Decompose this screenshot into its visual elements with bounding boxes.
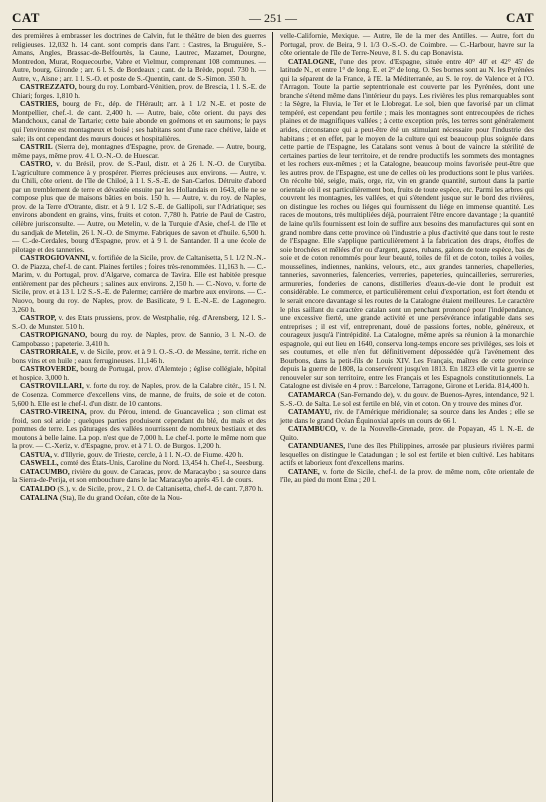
entry-text: v. des Etats prussiens, prov. de Westphalie, rég. d'Arensberg, 12 l. S.-S.-O. de Munster. 510 h. [12,313,266,331]
dictionary-entry [12,494,266,503]
dictionary-entry [280,58,534,391]
entry-headword: CASTROVILLARI, [20,381,84,391]
entry-text: prov. du Pérou, intend. de Guancavelica ; son climat est froid, son sol aride ; quelques parties produisent cependant du blé, du maïs et des pommes de terre. Les pâturages des vallées nourrissent de nombreux bestiaux et des moutons à belle laine. La pop. n'est que de 7,000 h. Le chef-l. porte le même nom que la prov. — C.-Xeriz, v. d'Espagne, prov. et à 7 l. O. de Burgos. 1,200 h. [12,407,266,451]
dictionary-entry [280,442,534,468]
dictionary-entry [280,425,534,442]
entry-headword: CASWELL, [20,458,59,468]
entry-text: bourg du roy. de Naples, prov. de Sannio, 3 l. N.-O. de Campobasso ; papeterie. 3,410 h. [12,330,266,348]
entry-text: v. forte de Sicile, chef-l. de la prov. de même nom, côte orientale de l'île, au pied du mont Etna ; 20 l. [280,466,534,485]
entry-text: rivière du gouv. de Caracas, prov. de Maracaybo ; sa source dans la Sierra-de-Perija, et son embouchure dans le lac Maracaybo après 45 l. de cours. [12,466,266,485]
dictionary-entry [12,83,266,100]
dictionary-entry [12,254,266,314]
entry-headword: CATALOGNE, [288,56,337,66]
entry-text: comté des États-Unis, Caroline du Nord. 13,454 h. Chef-l., Seesburg. [60,458,264,468]
entry-text: v. du Brésil, prov. de S.-Paul, distr. et à 26 l. N.-O. de Curytiba. L'agriculture commence à y prospérer. Pierres précieuses aux environs. — Autre, v. du Chili, côte orient. de l'île de Chiloé, à 1 l. S.-S.-E. de San-Carlos. Détruite d'abord par un tremblement de terre et dévastée ensuite par les Hollandais en 1643, elle ne se compose plus que de maisons bâties en bois. 150 h. — Autre, v. du roy. de Naples, prov. de la Terre d'Otrante, distr. et à 9 l. 1/2 S.-E. de Gallipoli, sur l'Adriatique; ses environs abondent en grains, vins, fruits et coton. 7,780 h. Patrie de Paul de Castro, célèbre jurisconsulte. — Autre, ou Metelin, v. de la Turquie d'Asie, chef-l. de l'île et du sandjak de Metelin, 26 l. N.-O. de Smyrne. Fabriques de savon et d'huile. 6,500 h. — C.-de-Cerdales, bourg d'Espagne, prov. et à 9 l. de Santander. Il a une école de pilotage et des tanneries. [12,159,266,254]
header-right-keyword: CAT [506,10,534,25]
entry-text: velle-Californie, Mexique. — Autre, île de la mer des Antilles. — Autre, fort du Portugal, prov. de Beira, 9 l. 1/3 O.-S.-O. de Coimbre. — C.-Harbour, havre sur la côte orientale de l'île de Terre-Neuve, 8 l. S. du cap Bonavista. [280,32,534,58]
column-divider [272,32,273,802]
entry-headword: CATAMBUCO, [288,424,338,434]
dictionary-entry [12,382,266,408]
right-column [274,32,534,802]
entry-text: v. forte du roy. de Naples, prov. de la Calabre citér., 15 l. N. de Cosenza. Commerce d'excellens vins, de manne, de fruits, de soie et de coton. 5,600 h. Elle est le chef-l. d'un distr. de 10 cantons. [12,381,266,408]
dictionary-entry [12,100,266,143]
entry-text: v. fortifiée de la Sicile, prov. de Caltanisetta, 5 l. 1/2 N.-N.-O. de Piazza, chef-l. de cant. Plaines fertiles ; foires très-renommées. 11,163 h. — C.-Marim, v. du Portugal, prov. d'Algarve, comarca de Tavira. Elle est habitée presque entièrement par des pêcheurs ; salines aux environs. 2,150 h. — C.-Novo, v. forte de Sicile, prov. et à 13 l. 1/2 S.-S.-E. de Palerme; carrière de marbre aux environs. — C.-Nuovo, bourg du roy. de Naples, prov. de Basilicate, 9 l. E.-N.-E. de Lagonegro. 3,260 h. [12,253,266,314]
entry-text: v. d'Illyrie, gouv. de Trieste, cercle, à 1 l. N.-O. de Fiume. 420 h. [53,449,244,459]
entry-headword: CATAMAYU, [288,407,332,417]
entry-text: l'une des îles Philippines, arrosée par plusieurs rivières parmi lesquelles on distingue le Catadungan ; le sol est fertile et bien cultivé. Les habitans actifs et laborieux font d'excellens marins. [280,441,534,468]
entry-text: (San-Fernando de), v. du gouv. de Buenos-Ayres, intendance, 92 l. S.-S.-O. de Salta. Le sol est fertile en blé, vin et coton. On y trouve des mines d'or. [280,389,534,408]
entry-headword: CATANE, [288,466,320,476]
dictionary-entry [12,331,266,348]
dictionary-entry [280,408,534,425]
dictionary-entry [12,408,266,451]
page-number: — 251 — [249,11,297,25]
entry-text: des premières à embrasser les doctrines de Calvin, fut le théâtre de bien des guerres religieuses. 12,032 h. 14 cant. sont compris dans l'arr. : Castres, la Bruguière, S.-Amans, Angles, Brassac-de-Belfourtès, la Caune, Lautrec, Mazamet, Dourgne, Montredon, Murat, Roquecourbe, Vabre et Vielmur, comprenant 108 communes. — Autre, bourg, Gironde ; arr. 6 l. S. de Bordeaux ; cant. de la Brède, popul. 730 h. — Autre, v., Aisne ; arr. 1 l. S.-O. et poste de S.-Quentin, cant. de S.-Simon. 350 h. [12,32,266,83]
entry-continuation [12,32,266,83]
entry-headword: CASTRO-VIREINA, [20,407,87,417]
dictionary-entry [12,468,266,485]
dictionary-entry [280,391,534,408]
entry-headword: CASTRIES, [20,99,59,109]
entry-text: (S.), v. de Sicile, prov., 2 l. O. de Caltanisetta, chef-l. de cant. 7,870 h. [57,483,264,493]
entry-text: l'une des prov. d'Espagne, située entre 40° 40' et 42° 45' de latitude N., et entre 1° de long. E. et 2° de long. O. Ses bornes sont au N. les Pyrénées qui la séparent de la France, à l'E. la Méditerranée, au S. le roy. de Valence et à l'O. l'Arragon. Toute la partie septentrionale est couverte par les Pyrénées, dont une branche s'étend même dans l'intérieur du pays. Les rivières les plus remarquables sont : la Sègre, la Fluvia, le Ter et le Llobregat. Le sol, bien que favorisé par un climat tempéré, est cependant peu fertile ; mais les montagnes sont entrecoupées de riches plaines et de magnifiques vallées ; à cette exception près, les terres sont généralement arides, circonstance qui a peut-être été un stimulant nécessaire pour l'industrie des habitans ; et en effet, par le moyen de la culture qui est beaucoup plus soignée dans cette partie de l'Espagne, les Catalans sont venus à bout de vaincre la stérilité de certaines parties de leur territoire, et de rendre productifs les sommets des montagnes et les rochers eux-mêmes ; et la Catalogne, beaucoup moins favorisée peut-être que les autres prov. de l'Espagne, est une de celles où les productions sont le plus variées. On récolte blé, seigle, maïs, orge, riz, vin en grande quantité, surtout dans la partie orientale où il est particulièrement bon, fruits de toute espèce, etc. Parmi les arbres qui couvrent les montagnes, les vallées, et qui s'étendent jusque sur le bord des rivières, on distingue les roches ou liéges qui fournissent du liége en immense quantité. Les races de moutons, très multipliées déjà, pourraient l'être encore davantage ; la quantité de laine qu'ils fournissent est loin de suffire aux besoins des manufactures qui sont en grand nombre dans cette province où l'industrie a plus d'activité que dans tout le reste de l'Espagne. Elle s'applique particulièrement à la fabrication des draps, étoffes de soie brochées et mêlées d'or ou d'argent, gazes, rubans, galons de toute espèce, bas de soie et de coton renommés pour leur beauté, toiles de fil et de coton, toiles à voiles, mousselines, indiennes, nankins, velours, etc., aux grandes tanneries, chapelleries, tanneries, savonneries, faïenceries, verreries, papeteries, quincailleries, serrureries, armureries, fonderies de canons, distilleries d'eaux-de-vie dont le produit est considérable. Le commerce, et particulièrement celui d'exportation, est fort étendu et le serait encore davantage si les routes de la Catalogne étaient meilleures. Le caractère le plus saillant du caractère catalan sont un penchant prononcé pour l'indépendance, une excessive fierté, une grande activité et une persévérance infatigable dans ses entreprises ; il est vif, entreprenant, doué de passions fortes, noble, généreux, et courageux jusqu'à l'intrépidité. La Catalogne, même après sa réunion à la monarchie espagnole, qui eut lieu en 1640, conserva long-temps encore ses priviléges, ses lois et ses coutumes, et elle n'en fut définitivement dépossédée qu'à l'avénement des Bourbons, dans la petit-fils de Louis XIV. Les Français, maîtres de cette province depuis la guerre de 1808, la conservèrent jusqu'en 1813. En 1823 elle vit la guerre se renouveler sur son territoire, entre les Français et les Espagnols constitutionnels. La Catalogne est divisée en 4 prov. : Barcelone, Tarragone, Girone et Lerida. 814,400 h. [280,56,534,391]
header-left-keyword: CAT [12,10,40,25]
left-column [12,32,271,802]
entry-text: bourg de Portugal, prov. d'Alemtejo ; église collégiale, hôpital et hospice. 3,000 h. [12,364,266,382]
entry-continuation [280,32,534,58]
entry-text: riv. de l'Amérique méridionale; sa source dans les Andes ; elle se jette dans le grand Océan Équinoxial après un cours de 66 l. [280,407,534,425]
header-rule [12,29,534,30]
entry-headword: CATANDUANES, [288,441,346,451]
entry-headword: CASTRIL [20,142,53,152]
entry-text: (Sierra de), montagnes d'Espagne, prov. de Grenade. — Autre, bourg, même pays, même prov. 4 l. O.-N.-O. de Huescar. [12,142,266,160]
entry-headword: CASTREZZATO, [20,82,77,92]
dictionary-entry [280,468,534,485]
entry-headword: CATALINA [20,492,59,502]
entry-headword: CASTROVERDE, [20,364,79,374]
entry-headword: CATACUMBO, [20,466,70,476]
running-header [12,10,534,26]
dictionary-entry [12,314,266,331]
entry-text: bourg de Fr., dép. de l'Hérault; arr. à 1 1/2 N.-E. et poste de Montpellier, chef.-l. de cant. 2,400 h. — Autre, baie, côte orient. du pays des Mandchoux, canal de Tartarie; cette baie abonde en goémons et en saumons; le pays qui l'environne est montagneux et boisé ; ses habitans sont d'une race chétive, laide et sale; ils ont cependant des mœurs douces et hospitalières. [12,99,266,143]
dictionary-entry [12,160,266,254]
entry-text: v. de la Nouvelle-Grenade, prov. de Popayan, 45 l. N.-E. de Quito. [280,424,534,442]
dictionary-entry [12,348,266,365]
entry-headword: CASTRO, [20,159,53,169]
entry-headword: CATAMARCA [288,389,336,399]
entry-headword: CATALDO [20,483,56,493]
entry-headword: CASTROGIOVANNI, [20,253,90,263]
dictionary-entry [12,143,266,160]
entry-text: v. de Sicile, prov. et à 9 l. O.-S.-O. de Messine, territ. riche en bons vins et en huile ; eaux ferrugineuses. 11,146 h. [12,347,266,365]
entry-text: (Sta), île du grand Océan, côte de la Nou- [59,492,183,502]
dictionary-entry [12,365,266,382]
entry-headword: CASTROP, [20,313,57,323]
entry-text: bourg du roy. Lombard-Vénitien, prov. de Brescia, 1 l. S.-E. de Chiari; forges. 1,810 h. [12,82,266,100]
entry-headword: CASTUA, [20,449,53,459]
two-column-body [12,32,534,802]
entry-headword: CASTROPIGNANO, [20,330,88,340]
entry-headword: CASTRORRALE, [20,347,79,357]
